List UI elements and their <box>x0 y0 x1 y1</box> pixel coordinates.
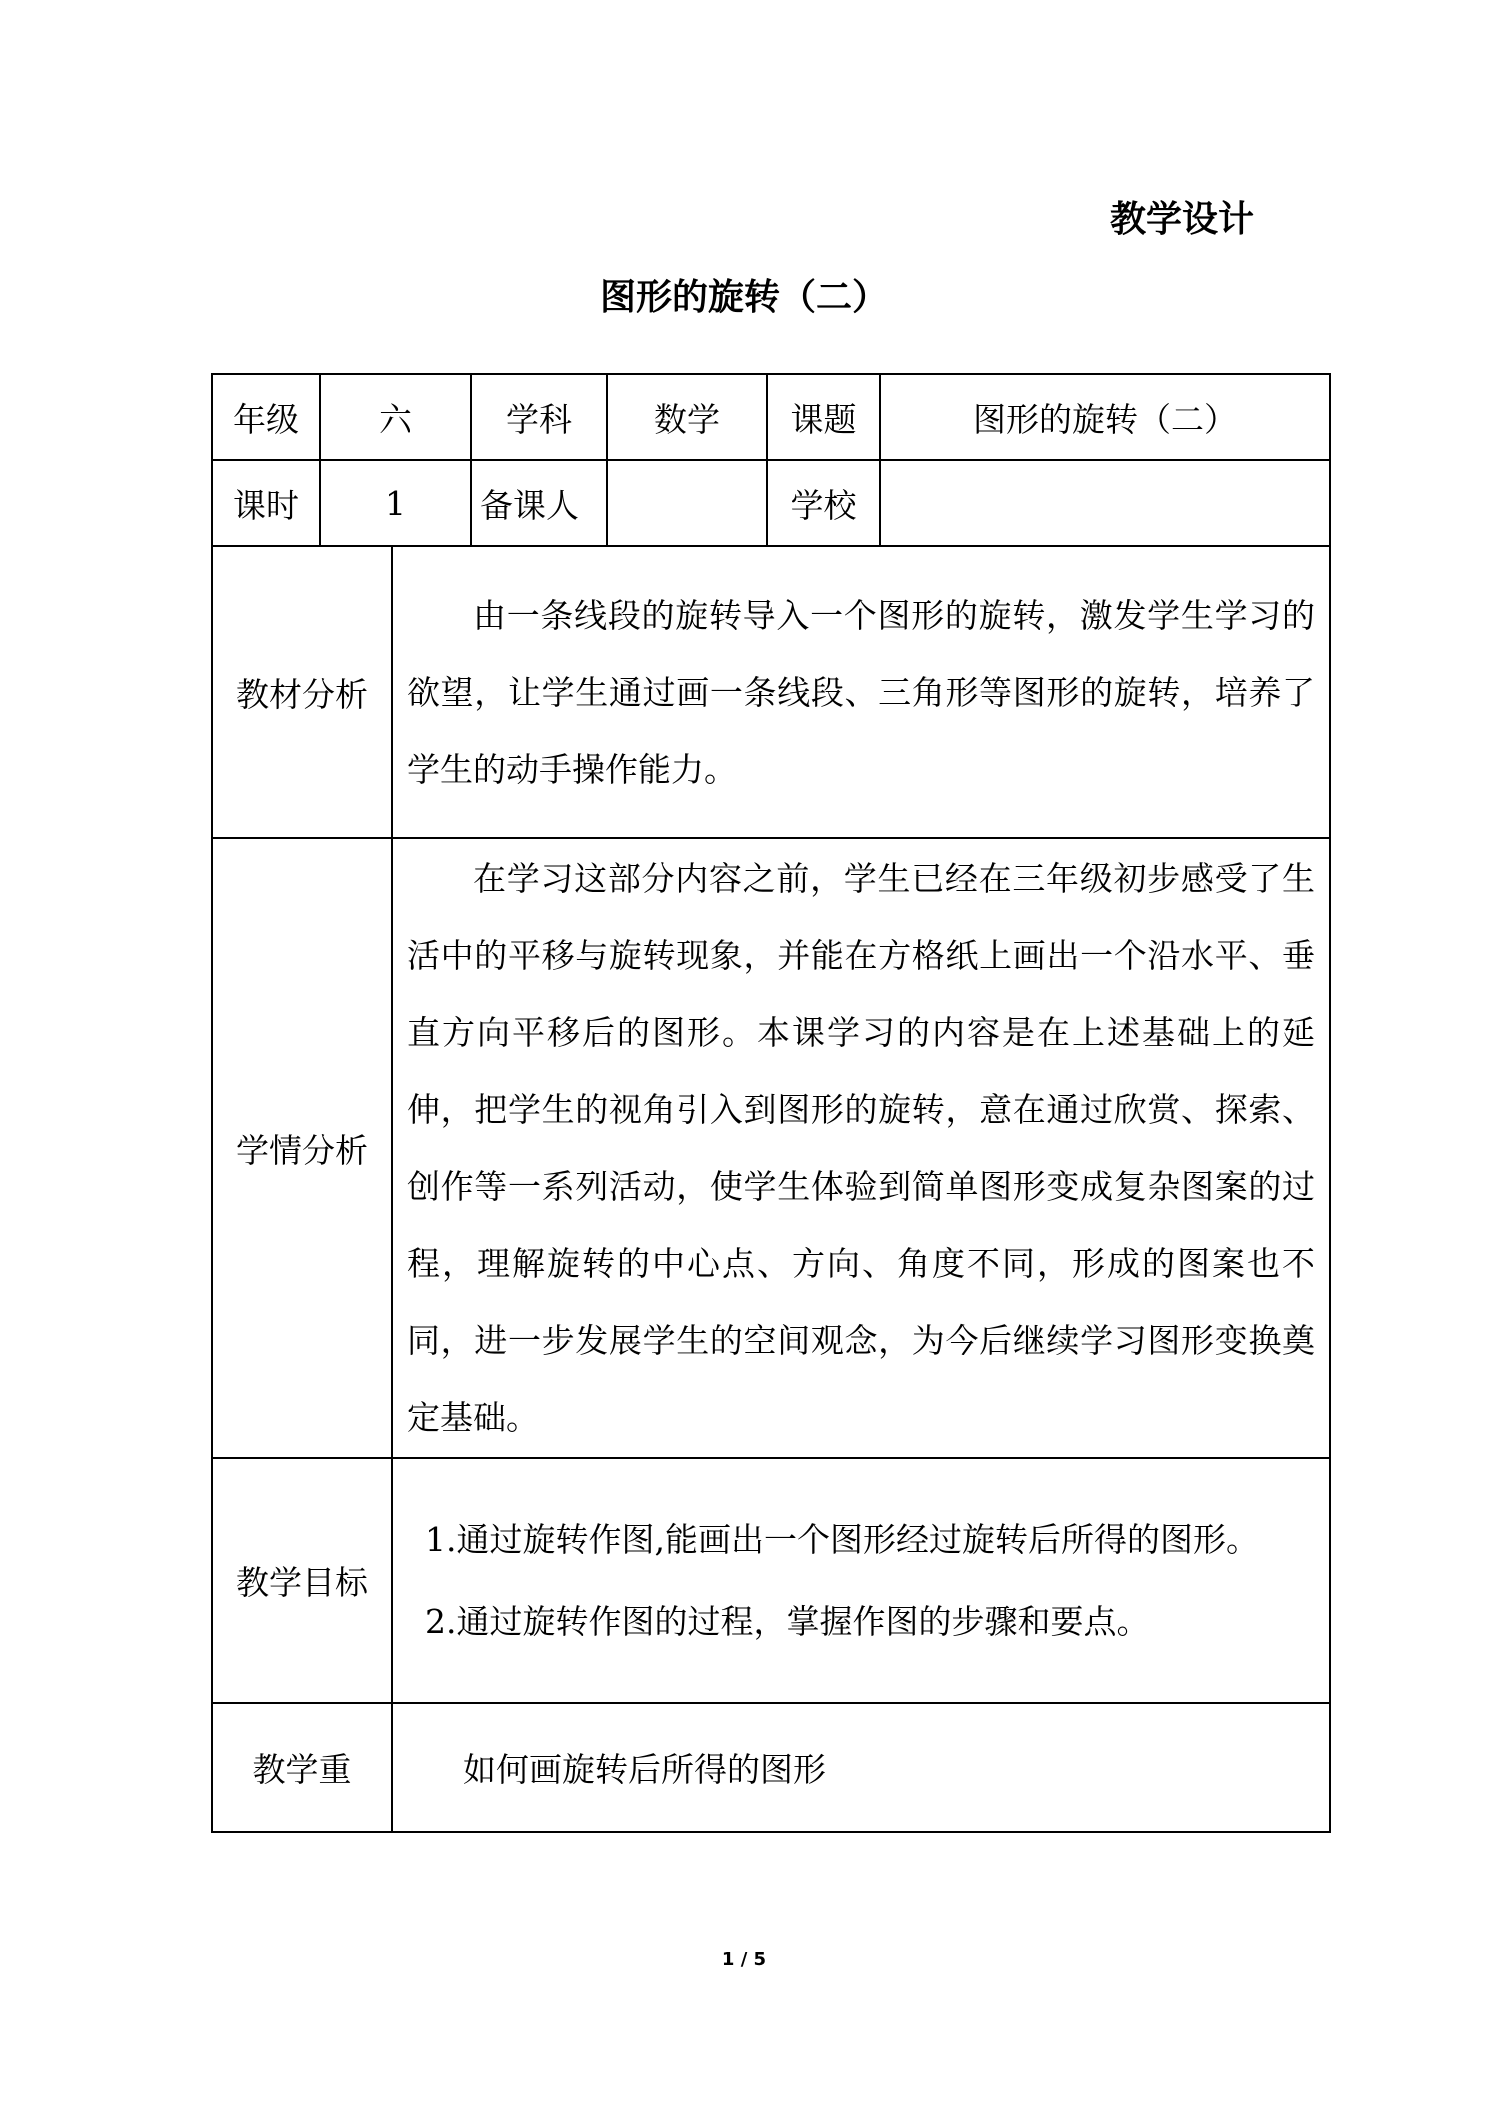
material-analysis-content <box>392 546 1330 838</box>
topic-value: 图形的旋转（二） <box>880 374 1330 460</box>
student-analysis-content <box>392 838 1330 1458</box>
info-row-2 <box>212 460 1330 546</box>
material-analysis-text: 由一条线段的旋转导入一个图形的旋转，激发学生学习的欲望，让学生通过画一条线段、三角形等图形的旋转，培养了学生的动手操作能力。 <box>407 595 1315 789</box>
lesson-title: 图形的旋转（二） <box>599 277 888 318</box>
info-row-1 <box>212 374 1330 460</box>
preparer-label: 备课人 <box>471 460 607 546</box>
period-label: 课时 <box>212 460 320 546</box>
goal-item: 1.通过旋转作图,能画出一个图形经过旋转后所得的图形。 <box>425 1519 1259 1559</box>
material-analysis-row <box>212 546 1330 838</box>
teaching-goals-list <box>407 1499 1315 1663</box>
teaching-goals-row <box>212 1458 1330 1703</box>
lesson-plan-table <box>211 373 1331 1833</box>
school-label: 学校 <box>767 460 880 546</box>
student-analysis-label: 学情分析 <box>212 838 392 1458</box>
page-number: 1 / 5 <box>721 1949 767 1970</box>
document-type-heading: 教学设计 <box>1110 199 1255 240</box>
teaching-goals-content <box>392 1458 1330 1703</box>
teaching-key-label: 教学重 <box>212 1703 392 1832</box>
school-value <box>880 460 1330 546</box>
topic-label: 课题 <box>767 374 880 460</box>
student-analysis-row <box>212 838 1330 1458</box>
preparer-value <box>607 460 767 546</box>
goal-item: 2.通过旋转作图的过程，掌握作图的步骤和要点。 <box>425 1601 1150 1641</box>
grade-value: 六 <box>320 374 471 460</box>
teaching-key-text: 如何画旋转后所得的图形 <box>392 1703 1330 1832</box>
material-analysis-label: 教材分析 <box>212 546 392 838</box>
student-analysis-text: 在学习这部分内容之前，学生已经在三年级初步感受了生活中的平移与旋转现象，并能在方格纸上画出一个沿水平、垂直方向平移后的图形。本课学习的内容是在上述基础上的延伸，把学生的视角引入到图形的旋转，意在通过欣赏、探索、创作等一系列活动，使学生体验到简单图形变成复杂图案的过程，理解旋转的中心点、方向、角度不同，形成的图案也不同，进一步发展学生的空间观念，为今后继续学习图形变换奠定基础。 <box>407 859 1315 1437</box>
subject-value: 数学 <box>607 374 767 460</box>
teaching-goals-label: 教学目标 <box>212 1458 392 1703</box>
teaching-key-row <box>212 1703 1330 1832</box>
grade-label: 年级 <box>212 374 320 460</box>
period-value: 1 <box>320 460 471 546</box>
subject-label: 学科 <box>471 374 607 460</box>
